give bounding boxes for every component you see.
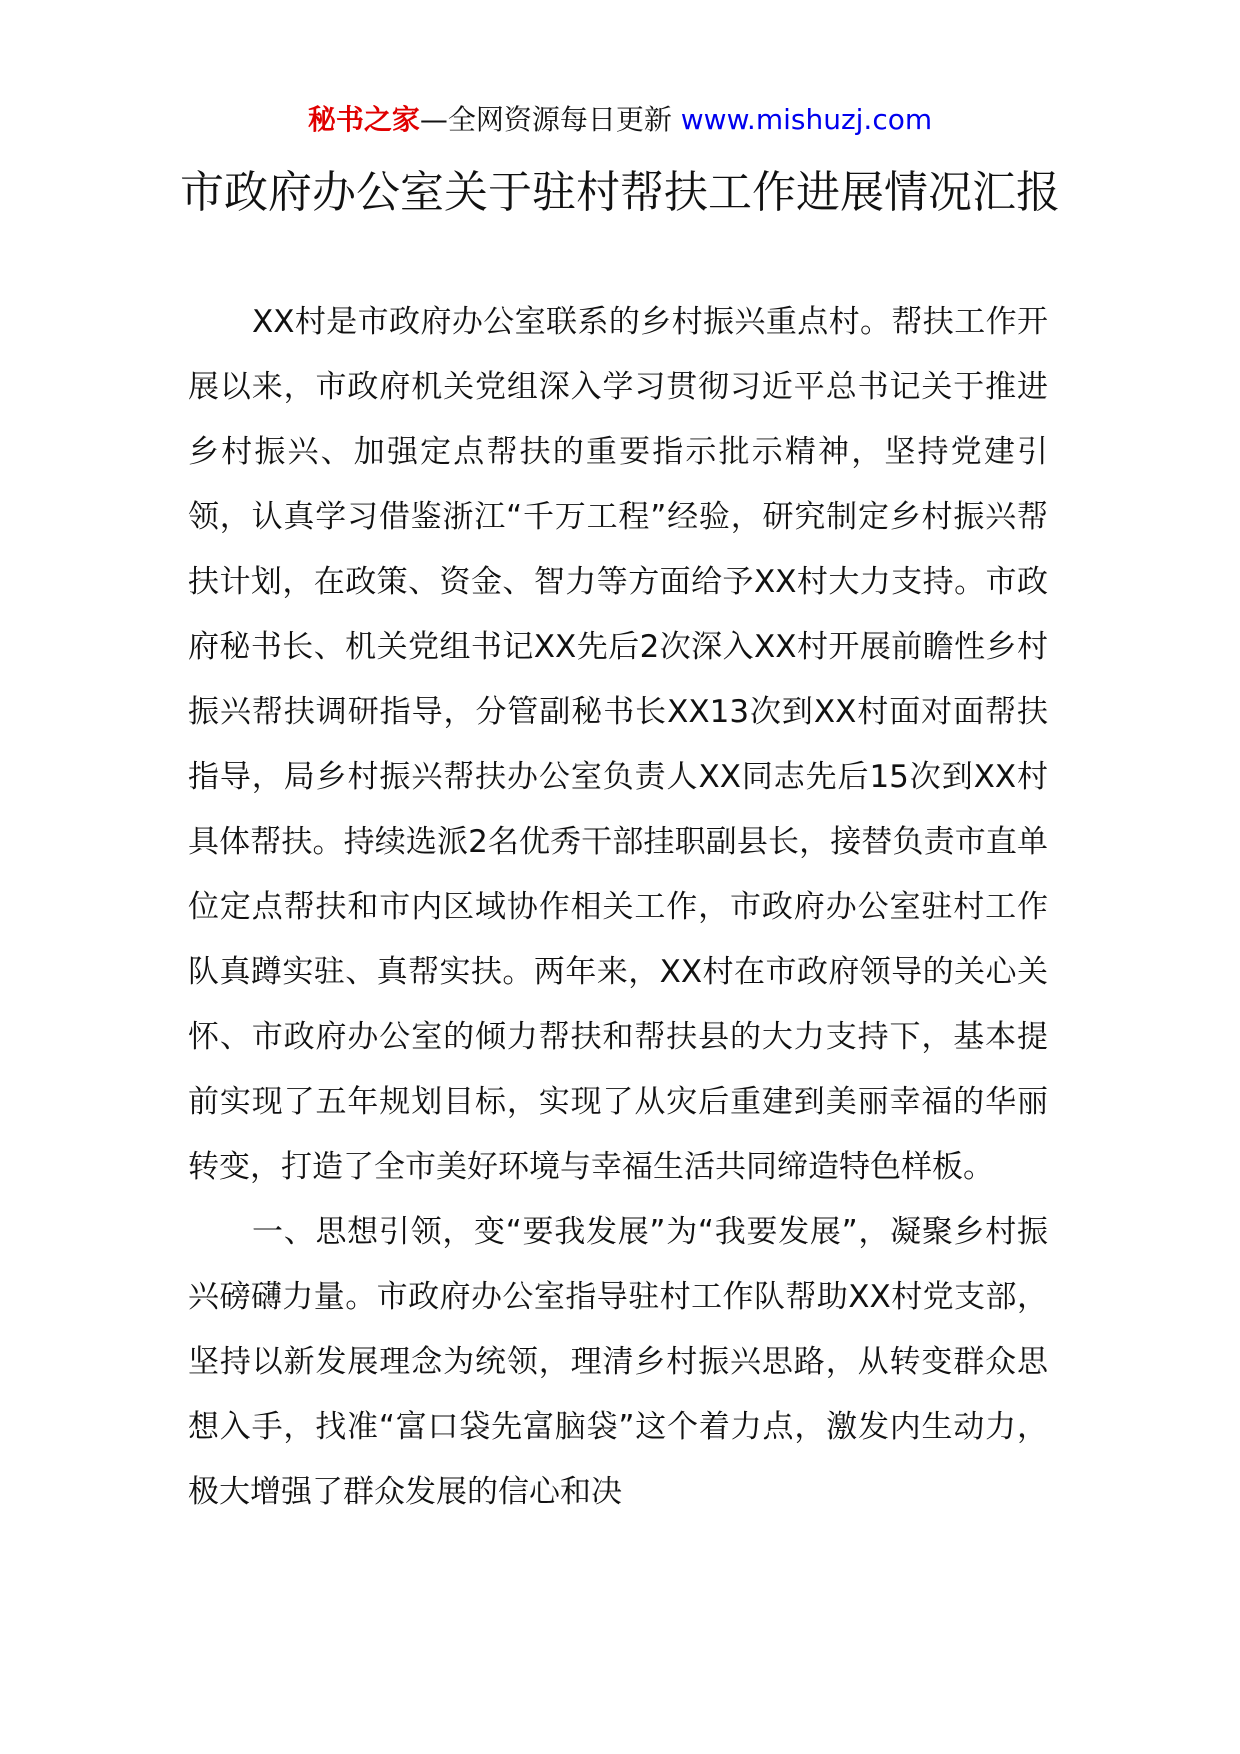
header-tagline: —全网资源每日更新 (419, 103, 681, 136)
paragraph-section-1: 一、思想引领，变“要我发展”为“我要发展”，凝聚乡村振兴磅礴力量。市政府办公室指导驻村工作队帮助XX村党支部，坚持以新发展理念为统领，理清乡村振兴思路，从转变群众思想入手，找准“富口袋先富脑袋”这个着力点，激发内生动力，极大增强了群众发展的信心和决 (188, 1214, 1048, 1510)
document-title: 市政府办公室关于驻村帮扶工作进展情况汇报 (180, 167, 1060, 218)
site-url-link[interactable]: www.mishuzj.com (680, 103, 933, 136)
document-body (188, 290, 1048, 1525)
paragraph-intro: XX村是市政府办公室联系的乡村振兴重点村。帮扶工作开展以来，市政府机关党组深入学习贯彻习近平总书记关于推进乡村振兴、加强定点帮扶的重要指示批示精神，坚持党建引领，认真学习借鉴浙江“千万工程”经验，研究制定乡村振兴帮扶计划，在政策、资金、智力等方面给予XX村大力支持。市政府秘书长、机关党组书记XX先后2次深入XX村开展前瞻性乡村振兴帮扶调研指导，分管副秘书长XX13次到XX村面对面帮扶指导，局乡村振兴帮扶办公室负责人XX同志先后15次到XX村具体帮扶。持续选派2名优秀干部挂职副县长，接替负责市直单位定点帮扶和市内区域协作相关工作，市政府办公室驻村工作队真蹲实驻、真帮实扶。两年来，XX村在市政府领导的关心关怀、市政府办公室的倾力帮扶和帮扶县的大力支持下，基本提前实现了五年规划目标，实现了从灾后重建到美丽幸福的华丽转变，打造了全市美好环境与幸福生活共同缔造特色样板。 (188, 304, 1048, 1185)
site-header (0, 100, 1240, 140)
brand-name: 秘书之家 (307, 103, 420, 136)
